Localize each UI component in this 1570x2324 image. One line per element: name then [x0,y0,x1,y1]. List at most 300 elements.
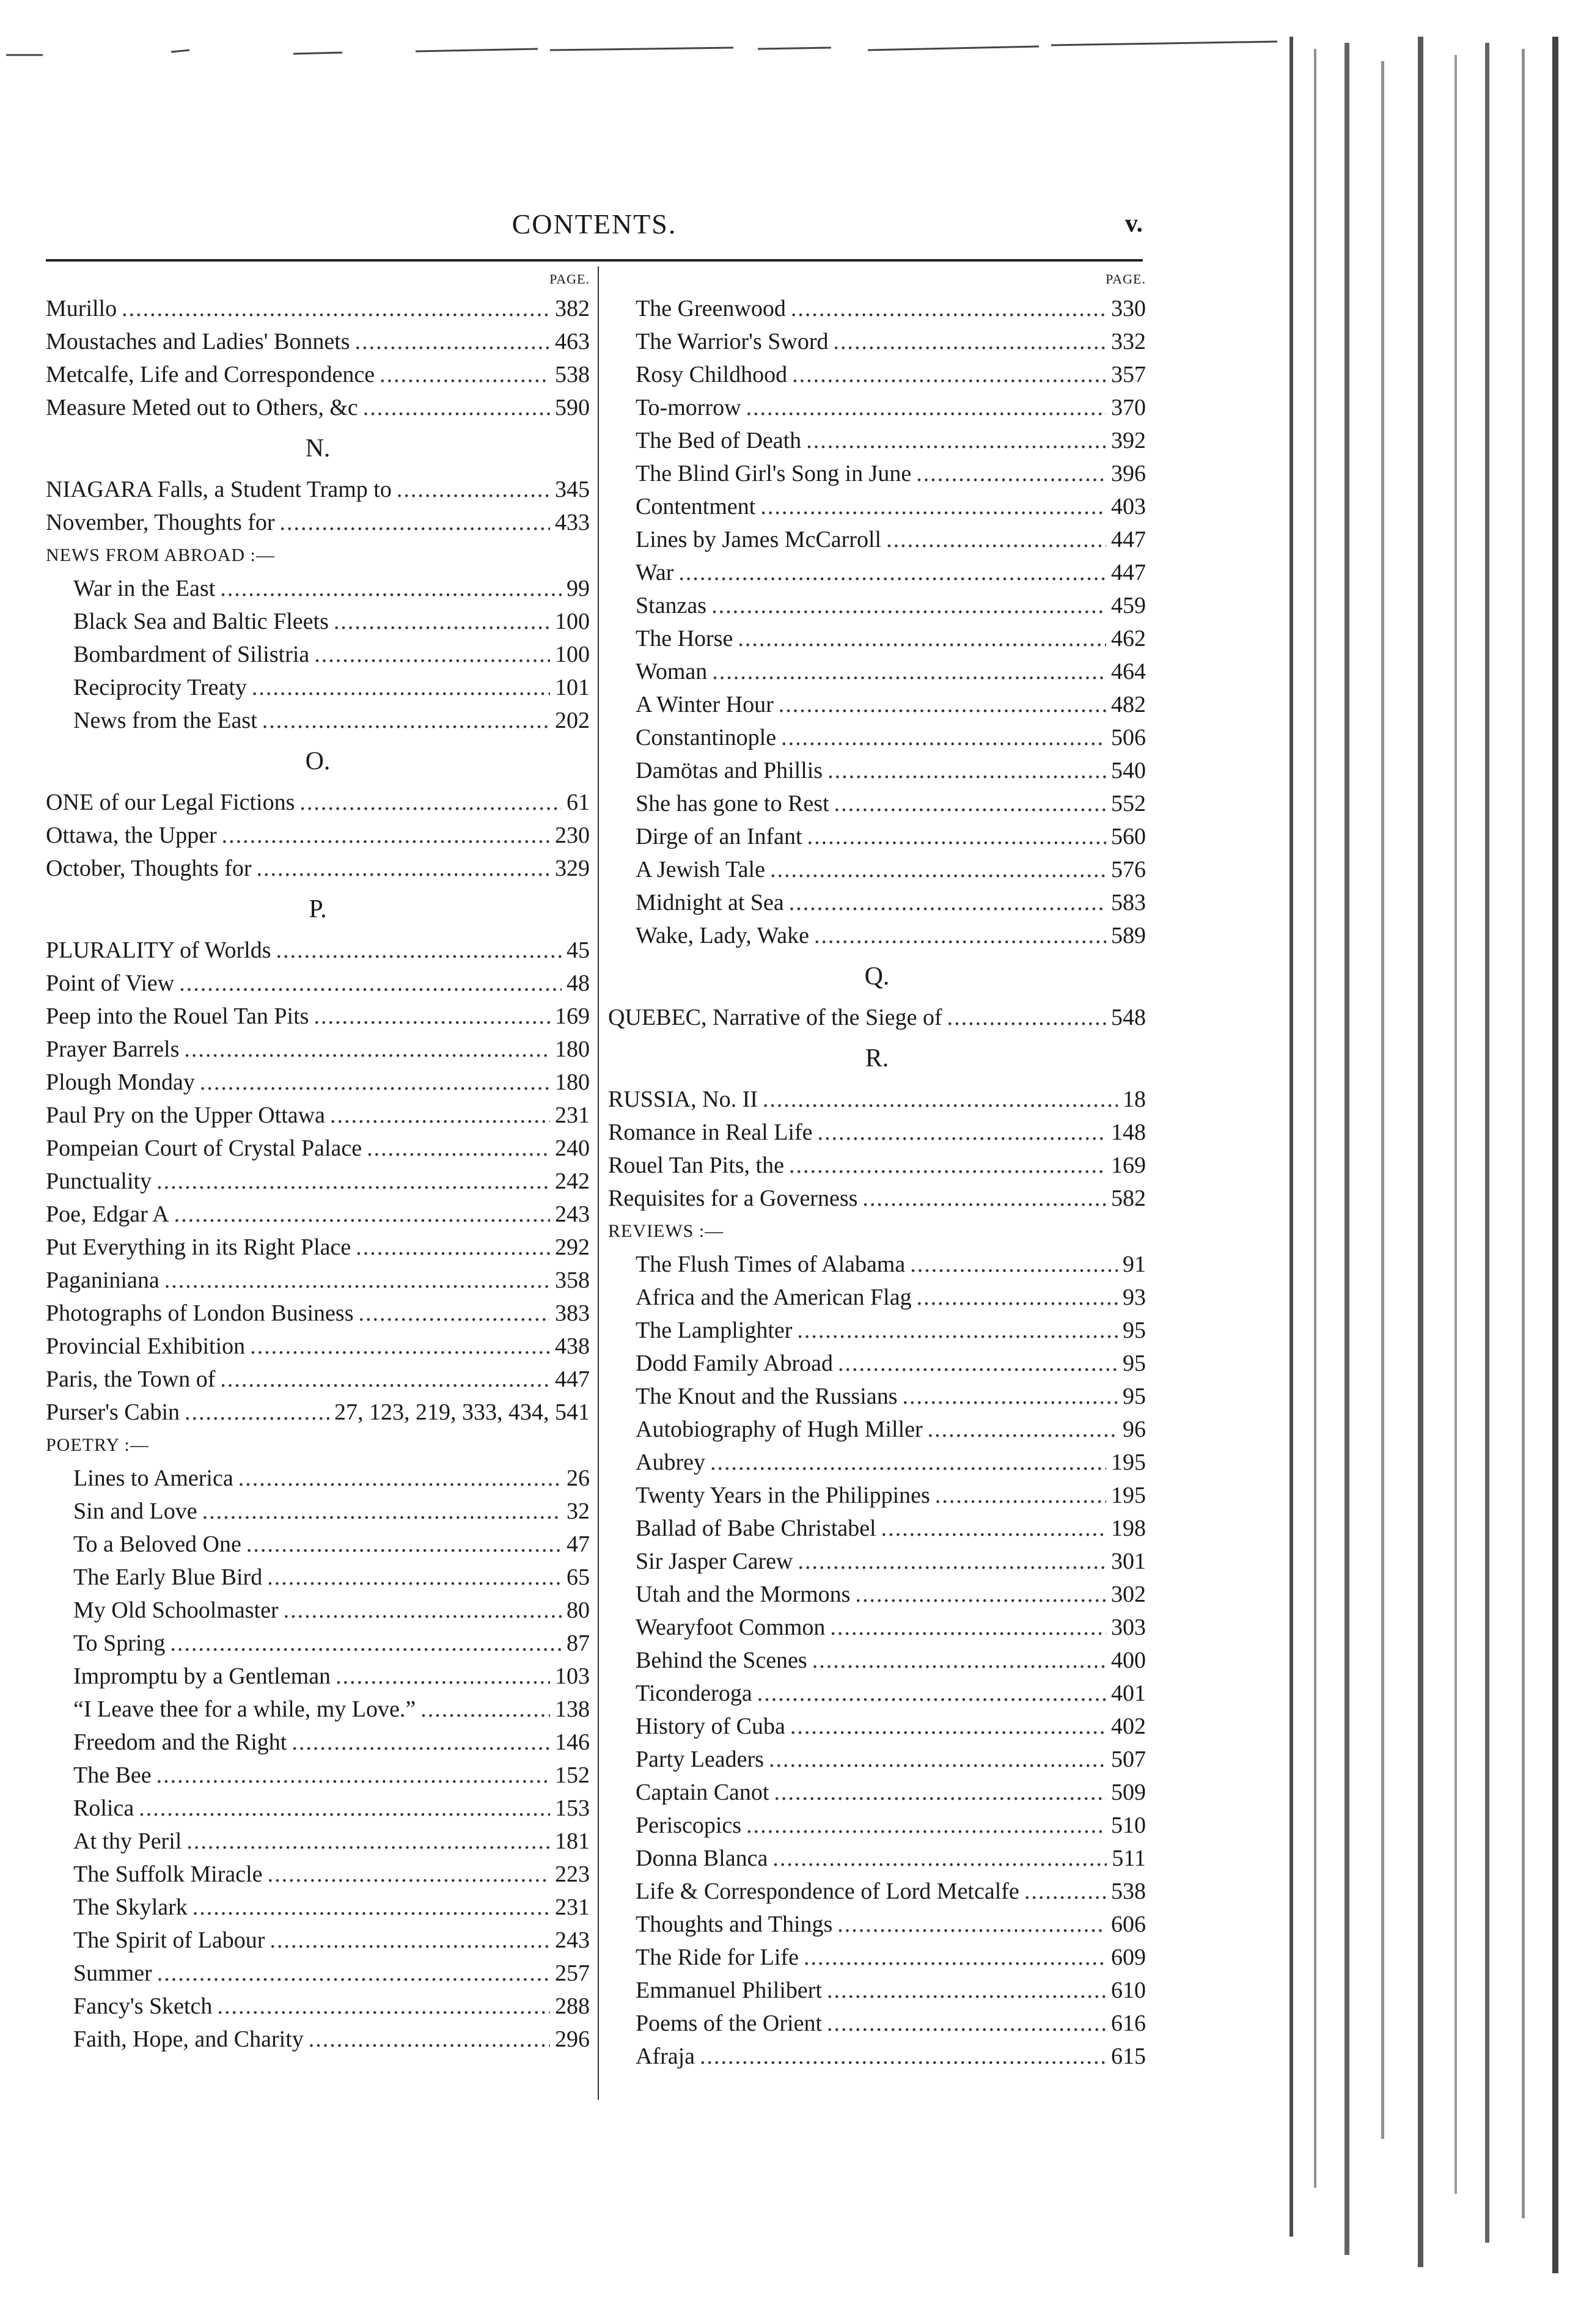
entry-page: 438 [555,1333,590,1359]
dot-leader [252,671,550,704]
toc-entry [46,1099,590,1132]
entry-page: 61 [567,790,590,815]
entry-page: 198 [1111,1516,1146,1541]
toc-entry [46,1132,590,1165]
entry-page: 433 [555,510,590,535]
entry-title: Autobiography of Hugh Miller [636,1417,923,1442]
toc-entry [608,1776,1146,1809]
section-letter: Q. [864,962,890,991]
entry-title: Emmanuel Philibert [636,1978,823,2003]
entry-page: 87 [567,1630,590,1656]
dot-leader [855,1578,1106,1611]
entry-title: Sir Jasper Carew [636,1549,793,1574]
entry-page: 403 [1111,494,1146,519]
entry-title: Moustaches and Ladies' Bonnets [46,329,350,354]
toc-entry [608,655,1146,688]
entry-title: A Winter Hour [636,692,774,717]
entry-page: 560 [1111,824,1146,849]
entry-page: 100 [555,609,590,634]
entry-title: Requisites for a Governess [608,1186,858,1211]
toc-entry [46,292,590,325]
entry-title: Rosy Childhood [636,362,788,387]
entry-page: 292 [555,1234,590,1260]
toc-entry [608,1842,1146,1875]
entry-title: The Skylark [73,1894,188,1920]
entry-title: Peep into the Rouel Tan Pits [46,1003,309,1029]
dot-leader [314,638,550,671]
dot-leader [193,1891,550,1924]
toc-entry [608,1001,1146,1034]
entry-page: 27, 123, 219, 333, 434, 541 [334,1399,590,1425]
dot-leader [886,523,1106,556]
dot-leader [250,1330,550,1363]
entry-title: PLURALITY of Worlds [46,937,271,963]
entry-page: 610 [1111,1978,1146,2003]
entry-title: To a Beloved One [73,1531,241,1557]
toc-entry [46,638,590,671]
entry-title: Paganiniana [46,1267,160,1293]
entry-title: Aubrey [636,1450,705,1475]
entry-page: 401 [1111,1681,1146,1706]
toc-entry [46,934,590,967]
dot-leader [179,967,562,1000]
entry-title: History of Cuba [636,1714,785,1739]
entry-title: The Ride for Life [636,1945,799,1970]
toc-entry [46,1396,590,1429]
entry-page: 95 [1123,1384,1146,1409]
scanned-page-edge [1277,24,1570,2286]
dot-leader [935,1479,1106,1512]
entry-title: QUEBEC, Narrative of the Siege of [608,1005,942,1030]
entry-page: 506 [1111,725,1146,750]
section-heading: POETRY :— [46,1435,149,1455]
dot-leader [367,1132,550,1165]
entry-page: 146 [555,1729,590,1755]
toc-entry [608,1413,1146,1446]
toc-entry [46,1660,590,1693]
entry-title: She has gone to Rest [636,791,829,816]
dot-leader [334,605,550,638]
entry-page: 101 [555,675,590,700]
dot-leader [262,704,550,737]
dot-leader [797,1314,1118,1347]
toc-entry [608,1809,1146,1842]
entry-title: Murillo [46,296,117,321]
entry-page: 202 [555,708,590,733]
dot-leader [769,1743,1106,1776]
dot-leader [770,853,1106,886]
toc-entry [608,1941,1146,1974]
entry-title: Photographs of London Business [46,1300,354,1326]
entry-title: Fancy's Sketch [73,1993,213,2019]
dot-leader [700,2040,1106,2073]
toc-entry [46,391,590,424]
toc-entry [608,853,1146,886]
entry-page: 345 [555,477,590,502]
toc-entry [608,721,1146,754]
entry-title: Lines to America [73,1465,233,1491]
entry-title: Romance in Real Life [608,1120,813,1145]
toc-entry [608,2040,1146,2073]
toc-entry [46,1165,590,1198]
toc-entry [608,688,1146,721]
entry-page: 447 [555,1366,590,1392]
dot-leader [789,886,1106,919]
dot-leader [420,1693,550,1726]
toc-entry [46,1231,590,1264]
toc-entry [46,1033,590,1066]
toc-entry [608,1479,1146,1512]
entry-page: 615 [1111,2044,1146,2069]
entry-title: November, Thoughts for [46,510,275,535]
entry-page: 400 [1111,1648,1146,1673]
toc-entry [46,1561,590,1594]
entry-title: Lines by James McCarroll [636,527,882,552]
entry-page: 103 [555,1663,590,1689]
entry-page: 99 [567,576,590,601]
dot-leader [257,852,550,885]
entry-title: Constantinople [636,725,777,750]
entry-title: Party Leaders [636,1747,764,1772]
entry-title: Summer [73,1960,152,1986]
entry-title: Faith, Hope, and Charity [73,2026,304,2052]
entry-title: Twenty Years in the Philippines [636,1483,930,1508]
entry-page: 509 [1111,1780,1146,1805]
dot-leader [170,1627,562,1660]
entry-page: 65 [567,1564,590,1590]
toc-entry [608,754,1146,787]
toc-entry [608,292,1146,325]
entry-page: 303 [1111,1615,1146,1640]
entry-page: 243 [555,1201,590,1227]
dot-leader [314,1000,550,1033]
entry-page: 464 [1111,659,1146,684]
toc-entry [608,1149,1146,1182]
entry-page: 32 [567,1498,590,1524]
entry-page: 288 [555,1993,590,2019]
entry-page: 169 [555,1003,590,1029]
toc-entry [608,1644,1146,1677]
toc-entry [608,1116,1146,1149]
dot-leader [738,622,1106,655]
entry-title: News from the East [73,708,257,733]
entry-page: 329 [555,856,590,881]
entry-title: Pompeian Court of Crystal Palace [46,1135,362,1161]
dot-leader [284,1594,562,1627]
toc-entry [608,556,1146,589]
entry-title: Life & Correspondence of Lord Metcalfe [636,1879,1019,1904]
entry-page: 80 [567,1597,590,1623]
entry-page: 330 [1111,296,1146,321]
entry-title: The Bee [73,1762,152,1788]
dot-leader [164,1264,550,1297]
toc-entry [608,2007,1146,2040]
section-heading: REVIEWS :— [608,1221,724,1241]
toc-entry [608,1281,1146,1314]
entry-title: Put Everything in its Right Place [46,1234,351,1260]
page-column-head: PAGE. [549,271,590,287]
entry-title: Purser's Cabin [46,1399,180,1425]
entry-title: Afraja [636,2044,695,2069]
toc-entry [46,572,590,605]
entry-page: 138 [555,1696,590,1722]
entry-title: Provincial Exhibition [46,1333,246,1359]
entry-title: Paris, the Town of [46,1366,216,1392]
toc-entry [46,852,590,885]
entry-title: Prayer Barrels [46,1036,180,1062]
entry-title: The Bed of Death [636,428,802,453]
toc-entry [46,1297,590,1330]
dot-leader [309,2023,550,2056]
toc-entry [608,1677,1146,1710]
dot-leader [222,819,550,852]
entry-page: 95 [1123,1351,1146,1376]
entry-page: 357 [1111,362,1146,387]
entry-title: Thoughts and Things [636,1912,833,1937]
entry-page: 95 [1123,1318,1146,1343]
entry-title: War [636,560,674,585]
toc-entry [608,457,1146,490]
entry-page: 223 [555,1861,590,1887]
dot-leader [220,572,562,605]
entry-page: 590 [555,395,590,420]
section-letter: N. [305,434,331,463]
entry-title: Poems of the Orient [636,2011,823,2036]
entry-page: 392 [1111,428,1146,453]
entry-title: Punctuality [46,1168,152,1194]
column-divider [598,266,599,2100]
dot-leader [827,754,1106,787]
toc-entry [608,1182,1146,1215]
entry-title: To-morrow [636,395,741,420]
entry-title: The Spirit of Labour [73,1927,265,1953]
entry-page: 482 [1111,692,1146,717]
dot-leader [246,1528,562,1561]
entry-page: 582 [1111,1186,1146,1211]
entry-title: Plough Monday [46,1069,195,1095]
entry-page: 96 [1123,1417,1146,1442]
left-column [46,266,590,2056]
toc-entry [46,473,590,506]
dot-leader [184,1033,550,1066]
dot-leader [356,1231,550,1264]
entry-page: 231 [555,1102,590,1128]
toc-entry [608,1908,1146,1941]
entry-page: 589 [1111,923,1146,948]
dot-leader [200,1066,550,1099]
entry-title: Dirge of an Infant [636,824,802,849]
dot-leader [779,688,1106,721]
dot-leader [276,934,562,967]
page-title: CONTENTS. [512,208,677,240]
toc-entry [46,1066,590,1099]
entry-title: War in the East [73,576,216,601]
entry-page: 91 [1123,1252,1146,1277]
entry-page: 242 [555,1168,590,1194]
entry-page: 447 [1111,527,1146,552]
section-letter: O. [305,747,331,775]
entry-title: ONE of our Legal Fictions [46,790,295,815]
toc-entry [608,523,1146,556]
section-letter: R. [865,1044,889,1072]
dot-leader [807,820,1106,853]
dot-leader [792,358,1106,391]
dot-leader [834,787,1106,820]
entry-title: Contentment [636,494,756,519]
entry-page: 181 [555,1828,590,1854]
dot-leader [814,919,1106,952]
entry-title: A Jewish Tale [636,857,765,882]
dot-leader [830,1611,1106,1644]
entry-title: Point of View [46,970,175,996]
entry-page: 616 [1111,2011,1146,2036]
dot-leader [711,589,1106,622]
entry-page: 609 [1111,1945,1146,1970]
dot-leader [917,1281,1118,1314]
entry-title: Behind the Scenes [636,1648,807,1673]
entry-title: Measure Meted out to Others, &c [46,395,358,420]
entry-title: “I Leave thee for a while, my Love.” [73,1696,416,1722]
entry-page: 195 [1111,1483,1146,1508]
entry-title: The Blind Girl's Song in June [636,461,912,486]
entry-page: 507 [1111,1747,1146,1772]
entry-title: The Knout and the Russians [636,1384,898,1409]
entry-title: Damötas and Phillis [636,758,823,783]
toc-entry [46,1594,590,1627]
dot-leader [881,1512,1106,1545]
toc-entry [608,820,1146,853]
entry-page: 45 [567,937,590,963]
toc-entry [608,1083,1146,1116]
dot-leader [947,1001,1106,1034]
entry-page: 148 [1111,1120,1146,1145]
entry-title: Utah and the Mormons [636,1582,851,1607]
dot-leader [238,1462,562,1495]
dot-leader [156,1165,550,1198]
entry-page: 296 [555,2026,590,2052]
dot-leader [122,292,550,325]
dot-leader [827,2007,1106,2040]
toc-entry [608,886,1146,919]
entry-title: Periscopics [636,1813,742,1838]
entry-page: 383 [555,1300,590,1326]
entry-title: At thy Peril [73,1828,182,1854]
entry-page: 538 [555,362,590,387]
entry-page: 301 [1111,1549,1146,1574]
entry-page: 463 [555,329,590,354]
entry-page: 243 [555,1927,590,1953]
dot-leader [380,358,550,391]
dot-leader [781,721,1106,754]
entry-page: 370 [1111,395,1146,420]
dot-leader [827,1974,1106,2007]
dot-leader [804,1941,1106,1974]
entry-page: 195 [1111,1450,1146,1475]
dot-leader [363,391,550,424]
entry-page: 302 [1111,1582,1146,1607]
entry-page: 48 [567,970,590,996]
toc-entry [46,819,590,852]
entry-title: To Spring [73,1630,166,1656]
dot-leader [270,1924,550,1957]
entry-page: 447 [1111,560,1146,585]
toc-entry [608,1611,1146,1644]
dot-leader [763,1083,1118,1116]
toc-entry [608,622,1146,655]
entry-title: Poe, Edgar A [46,1201,169,1227]
toc-entry [608,358,1146,391]
entry-title: Captain Canot [636,1780,769,1805]
toc-entry [46,2023,590,2056]
dot-leader [1024,1875,1106,1908]
dot-leader [789,1149,1106,1182]
entry-page: 152 [555,1762,590,1788]
toc-entry [46,325,590,358]
toc-entry [46,1627,590,1660]
entry-title: Wearyfoot Common [636,1615,826,1640]
toc-entry [608,1446,1146,1479]
dot-leader [838,1347,1118,1380]
section-letter: P. [309,895,327,923]
dot-leader [712,655,1106,688]
dot-leader [910,1248,1118,1281]
dot-leader [330,1099,550,1132]
toc-entry [46,671,590,704]
dot-leader [299,786,562,819]
page-column-head: PAGE. [1106,271,1146,287]
entry-page: 332 [1111,329,1146,354]
toc-entry [46,1198,590,1231]
toc-entry [46,605,590,638]
toc-entry [46,1528,590,1561]
entry-title: The Lamplighter [636,1318,793,1343]
entry-page: 540 [1111,758,1146,783]
entry-title: Midnight at Sea [636,890,784,915]
toc-entry [46,1000,590,1033]
entry-page: 240 [555,1135,590,1161]
entry-page: 47 [567,1531,590,1557]
entry-page: 231 [555,1894,590,1920]
dot-leader [157,1957,550,1990]
toc-entry [608,325,1146,358]
dot-leader [837,1908,1106,1941]
entry-title: RUSSIA, No. II [608,1087,758,1112]
dot-leader [202,1495,562,1528]
entry-page: 153 [555,1795,590,1821]
toc-entry [46,1759,590,1792]
entry-page: 257 [555,1960,590,1986]
toc-entry [46,1957,590,1990]
dot-leader [185,1396,329,1429]
entry-title: Ticonderoga [636,1681,752,1706]
toc-entry [46,1990,590,2023]
entry-title: October, Thoughts for [46,856,252,881]
entry-page: 230 [555,823,590,848]
dot-leader [280,506,550,539]
toc-entry [608,1248,1146,1281]
entry-title: Rolica [73,1795,134,1821]
toc-entry [608,1545,1146,1578]
entry-page: 459 [1111,593,1146,618]
toc-entry [46,1693,590,1726]
dot-leader [139,1792,550,1825]
entry-page: 358 [555,1267,590,1293]
toc-entry [46,967,590,1000]
dot-leader [774,1776,1106,1809]
entry-title: Stanzas [636,593,707,618]
toc-entry [46,506,590,539]
toc-entry [46,704,590,737]
